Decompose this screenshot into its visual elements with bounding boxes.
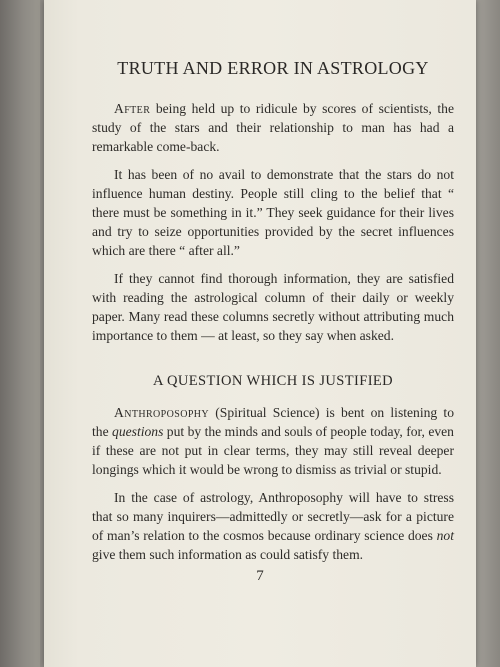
paragraph-5 [92,488,454,564]
section-heading: A QUESTION WHICH IS JUSTIFIED [152,373,394,389]
paragraph-4 [92,403,454,479]
page-title: TRUTH AND ERROR IN ASTROLOGY [117,58,429,78]
paragraph-text: being held up to ridicule by scores of scientists, the study of the stars and their relationship to man has had a remarkable come-back. [92,101,454,154]
paragraph-2: It has been of no avail to demonstrate that the stars do not influence human destiny. People still cling to the belief that “ there must be something in it.” They seek guidance for their lives and try to seize opportunities provided by the secret influences which are there “ after all.” [92,167,454,258]
paragraph-text: put by the minds and souls of people today, for, even if these are not put in clear terms, they may still reveal deeper longings which it would be wrong to dismiss as trivial or stupid. [92,424,454,477]
paragraph-text: (Spiritual Science) is bent on listening to the [92,405,454,439]
paragraph-1 [92,99,454,156]
background-left [0,0,40,667]
emphasis-text: questions [112,424,164,439]
paragraph-text: In the case of astrology, Anthroposophy will have to stress that so many inquirers—admittedly or secretly—ask for a picture of man’s relation to the cosmos because ordinary science does [92,490,454,543]
book-page [44,0,476,667]
paragraph-3: If they cannot find thorough information, they are satisfied with reading the astrological column of their daily or weekly paper. Many read these columns secretly without attributing much importance to them — at least, so they say when asked. [92,271,454,343]
page-content [92,58,454,573]
paragraph-text: give them such information as could satisfy them. [92,547,364,562]
lead-word: After [114,101,151,116]
lead-word: Anthroposophy [114,405,210,420]
page-number: 7 [256,568,264,584]
emphasis-text: not [436,528,454,543]
